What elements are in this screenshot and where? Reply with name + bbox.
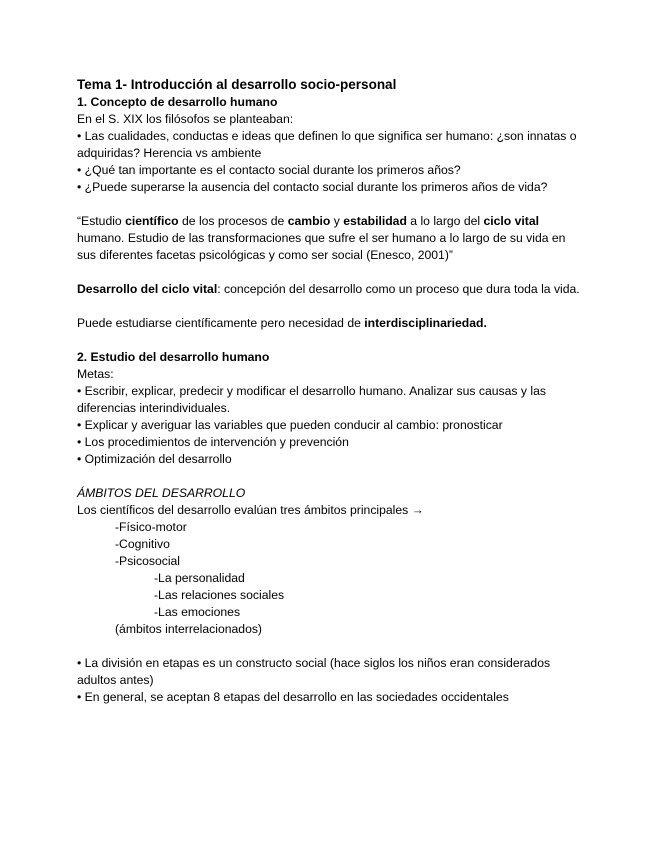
section-1-intro: En el S. XIX los filósofos se planteaban:	[77, 112, 294, 126]
ambito-item: -Cognitivo	[115, 537, 170, 551]
spacer	[77, 332, 587, 349]
section-2-heading: 2. Estudio del desarrollo humano	[77, 350, 270, 364]
section-1-bullet: • ¿Puede superarse la ausencia del contacto social durante los primeros años de vida?	[77, 180, 548, 194]
document-page	[77, 76, 587, 706]
section-2-bullet: • Escribir, explicar, predecir y modificar el desarrollo humano. Analizar sus causas y las diferencias interindividuales.	[77, 384, 546, 415]
spacer	[77, 196, 587, 213]
ambito-subitem: -La personalidad	[154, 571, 245, 585]
ambito-item: -Psicosocial	[115, 554, 181, 568]
section-2-bullet: • Los procedimientos de intervención y prevención	[77, 435, 349, 449]
ambito-item: -Físico-motor	[115, 520, 187, 534]
section-1-heading: 1. Concepto de desarrollo humano	[77, 95, 278, 109]
ambitos-note: (ámbitos interrelacionados)	[115, 622, 262, 636]
document-title: Tema 1- Introducción al desarrollo socio-personal	[77, 77, 397, 92]
ciclo-vital-definition: Desarrollo del ciclo vital: concepción del desarrollo como un proceso que dura toda la vida.	[77, 282, 580, 296]
spacer	[77, 264, 587, 281]
final-bullet: • En general, se aceptan 8 etapas del desarrollo en las sociedades occidentales	[77, 690, 509, 704]
spacer	[77, 298, 587, 315]
spacer	[77, 638, 587, 655]
section-2-bullet: • Optimización del desarrollo	[77, 452, 232, 466]
definition-quote: “Estudio científico de los procesos de cambio y estabilidad a lo largo del ciclo vital humano. Estudio de las transformaciones que sufre el ser humano a lo largo de su vida en sus diferentes facetas psicológicas y como ser social (Enesco, 2001)”	[77, 214, 566, 262]
metas-label: Metas:	[77, 367, 114, 381]
ambito-subitem: -Las relaciones sociales	[154, 588, 285, 602]
ambitos-intro: Los científicos del desarrollo evalúan tres ámbitos principales →	[77, 503, 424, 517]
ambito-subitem: -Las emociones	[154, 605, 241, 619]
final-bullet: • La división en etapas es un constructo social (hace siglos los niños eran considerados adultos antes)	[77, 656, 551, 687]
section-1-bullet: • Las cualidades, conductas e ideas que definen lo que significa ser humano: ¿son innatas o adquiridas? Herencia vs ambiente	[77, 129, 577, 160]
section-1-bullet: • ¿Qué tan importante es el contacto social durante los primeros años?	[77, 163, 461, 177]
spacer	[77, 468, 587, 485]
interdisciplinarity-note: Puede estudiarse científicamente pero necesidad de interdisciplinariedad.	[77, 316, 487, 330]
ambitos-heading: ÁMBITOS DEL DESARROLLO	[77, 486, 246, 500]
section-2-bullet: • Explicar y averiguar las variables que pueden conducir al cambio: pronosticar	[77, 418, 503, 432]
